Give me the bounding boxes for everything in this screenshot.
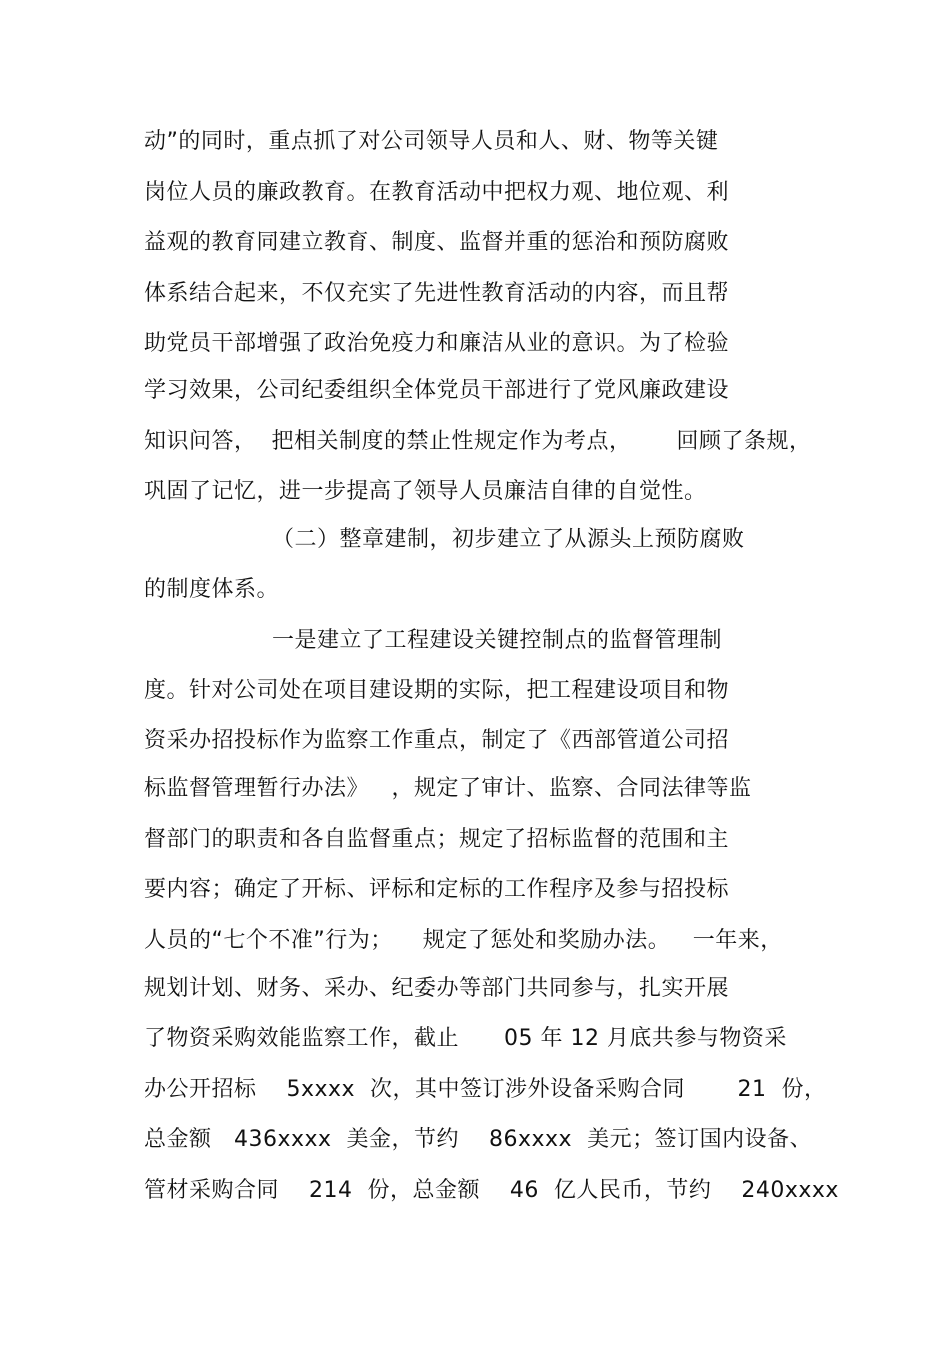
text-line: 益观的教育同建立教育、制度、监督并重的惩治和预防腐败 xyxy=(144,230,730,255)
text-line: 的制度体系。 xyxy=(144,577,280,602)
text-line: 标监督管理暂行办法》 ，规定了审计、监察、合同法律等监 xyxy=(144,776,752,801)
text-line: 规划计划、财务、采办、纪委办等部门共同参与，扎实开展 xyxy=(144,976,730,1001)
text-line: 助党员干部增强了政治免疫力和廉洁从业的意识。为了检验 xyxy=(144,331,730,356)
text-line: 办公开招标 5xxxx 次，其中签订涉外设备采购合同 21 份， xyxy=(144,1077,827,1102)
text-line: 管材采购合同 214 份，总金额 46 亿人民币，节约 240xxxx xyxy=(144,1178,839,1203)
text-line: 知识问答， 把相关制度的禁止性规定作为考点， 回顾了条规， xyxy=(144,429,812,454)
text-line: 总金额 436xxxx 美金，节约 86xxxx 美元；签订国内设备、 xyxy=(144,1127,813,1152)
text-line: 了物资采购效能监察工作，截止 05 年 12 月底共参与物资采 xyxy=(144,1026,787,1051)
text-line: 体系结合起来，不仅充实了先进性教育活动的内容，而且帮 xyxy=(144,281,730,306)
text-line: 要内容；确定了开标、评标和定标的工作程序及参与招投标 xyxy=(144,877,730,902)
text-line: 动”的同时，重点抓了对公司领导人员和人、财、物等关键 xyxy=(144,129,719,154)
section-heading: （二）整章建制，初步建立了从源头上预防腐败 xyxy=(272,527,745,552)
text-line: 岗位人员的廉政教育。在教育活动中把权力观、地位观、利 xyxy=(144,180,730,205)
text-line: 度。针对公司处在项目建设期的实际，把工程建设项目和物 xyxy=(144,678,730,703)
text-line: 学习效果，公司纪委组织全体党员干部进行了党风廉政建设 xyxy=(144,378,730,403)
text-line: 资采办招投标作为监察工作重点，制定了《西部管道公司招 xyxy=(144,728,730,753)
text-line: 人员的“七个不准”行为； 规定了惩处和奖励办法。 一年来， xyxy=(144,928,783,953)
paragraph-start-line: 一是建立了工程建设关键控制点的监督管理制 xyxy=(272,628,723,653)
text-line: 督部门的职责和各自监督重点；规定了招标监督的范围和主 xyxy=(144,827,730,852)
text-line: 巩固了记忆，进一步提高了领导人员廉洁自律的自觉性。 xyxy=(144,479,707,504)
